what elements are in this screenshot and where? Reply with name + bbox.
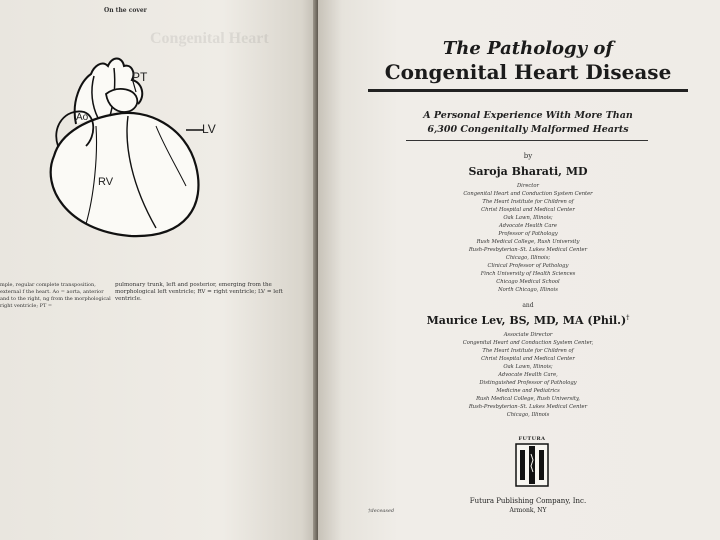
affiliation-line: The Heart Institute for Children of	[482, 199, 574, 205]
author-2-block	[358, 314, 698, 419]
subtitle-rule	[406, 140, 648, 141]
affiliation-line: Christ Hospital and Medical Center	[481, 356, 575, 362]
author-2-name	[358, 314, 698, 327]
author-1-name: Saroja Bharati, MD	[468, 165, 588, 178]
figure-caption-left: mple, regular complete transposition, external f the heart. Ao = aorta, anterior and to the right, ng from the morphological right ventricle; PT =	[0, 282, 111, 309]
affiliation-line: Director	[517, 183, 539, 189]
figure-caption-right: pulmonary trunk, left and posterior, emerging from the morphological left ventricle; RV = right ventricle; LV = left ventricle.	[115, 282, 283, 302]
publisher-city: Armonk, NY	[509, 507, 547, 514]
label-ao: Ao	[76, 112, 89, 123]
publisher-logo	[514, 436, 550, 492]
subtitle-line-1: A Personal Experience With More Than	[423, 110, 633, 121]
heart-illustration	[36, 46, 216, 250]
label-lv: LV	[202, 122, 216, 136]
affiliation-line: Medicine and Pediatrics	[496, 388, 560, 394]
logo-text: FUTURA	[518, 436, 546, 442]
affiliation-line: Christ Hospital and Medical Center	[481, 207, 575, 213]
cover-label: On the cover	[104, 7, 147, 14]
affiliation-line: Advocate Health Care	[499, 223, 557, 229]
affiliation-line: Congenital Heart and Conduction System Center,	[462, 340, 594, 346]
bleed-through-text: Congenital Heart	[150, 30, 269, 47]
title-line-1: The Pathology of	[442, 38, 614, 59]
affiliation-line: Chicago, Illinois	[506, 412, 550, 418]
title-line-2: Congenital Heart Disease	[384, 60, 672, 84]
subtitle	[358, 109, 698, 137]
title-page	[318, 0, 720, 540]
affiliation-line: Finch University of Health Sciences	[480, 271, 576, 277]
affiliation-line: Oak Lawn, Illinois;	[503, 215, 553, 221]
affiliation-line: The Heart Institute for Children of	[482, 348, 574, 354]
author-2-name-text: Maurice Lev, BS, MD, MA (Phil.)	[426, 314, 627, 327]
author-1-block	[358, 165, 698, 294]
affiliation-line: Oak Lawn, Illinois;	[503, 364, 553, 370]
label-pt: PT	[132, 70, 148, 84]
subtitle-line-2: 6,300 Congenitally Malformed Hearts	[427, 124, 629, 135]
author-2-affiliations	[358, 331, 698, 419]
affiliation-line: Professor of Pathology	[498, 231, 558, 237]
by-label: by	[523, 152, 533, 160]
affiliation-line: Chicago, Illinois;	[505, 255, 551, 261]
publisher-name: Futura Publishing Company, Inc.	[469, 497, 587, 505]
affiliation-line: Rush-Presbyterian–St. Lukes Medical Center	[468, 404, 588, 410]
futura-logo-icon	[514, 442, 550, 488]
affiliation-line: Associate Director	[503, 332, 553, 338]
left-page	[0, 0, 318, 540]
footnote-deceased: †deceased	[368, 508, 395, 514]
affiliation-line: Clinical Professor of Pathology	[487, 263, 569, 269]
heart-drawing	[36, 46, 216, 246]
affiliation-line: Congenital Heart and Conduction System Center	[463, 191, 593, 197]
affiliation-line: Advocate Health Care,	[498, 372, 558, 378]
dagger-mark: †	[626, 314, 630, 322]
label-rv: RV	[98, 176, 114, 188]
affiliation-line: North Chicago, Illinois	[498, 287, 558, 293]
author-1-affiliations	[358, 182, 698, 294]
affiliation-line: Distinguished Professor of Pathology	[479, 380, 577, 386]
publisher-block	[358, 496, 698, 516]
affiliation-line: Chicago Medical School	[496, 279, 560, 285]
and-label: and	[522, 302, 534, 309]
affiliation-line: Rush-Presbyterian–St. Lukes Medical Center	[468, 247, 588, 253]
affiliation-line: Rush Medical College, Rush University	[476, 239, 580, 245]
affiliation-line: Rush Medical College, Rush University,	[476, 396, 580, 402]
title-rule	[368, 89, 688, 92]
